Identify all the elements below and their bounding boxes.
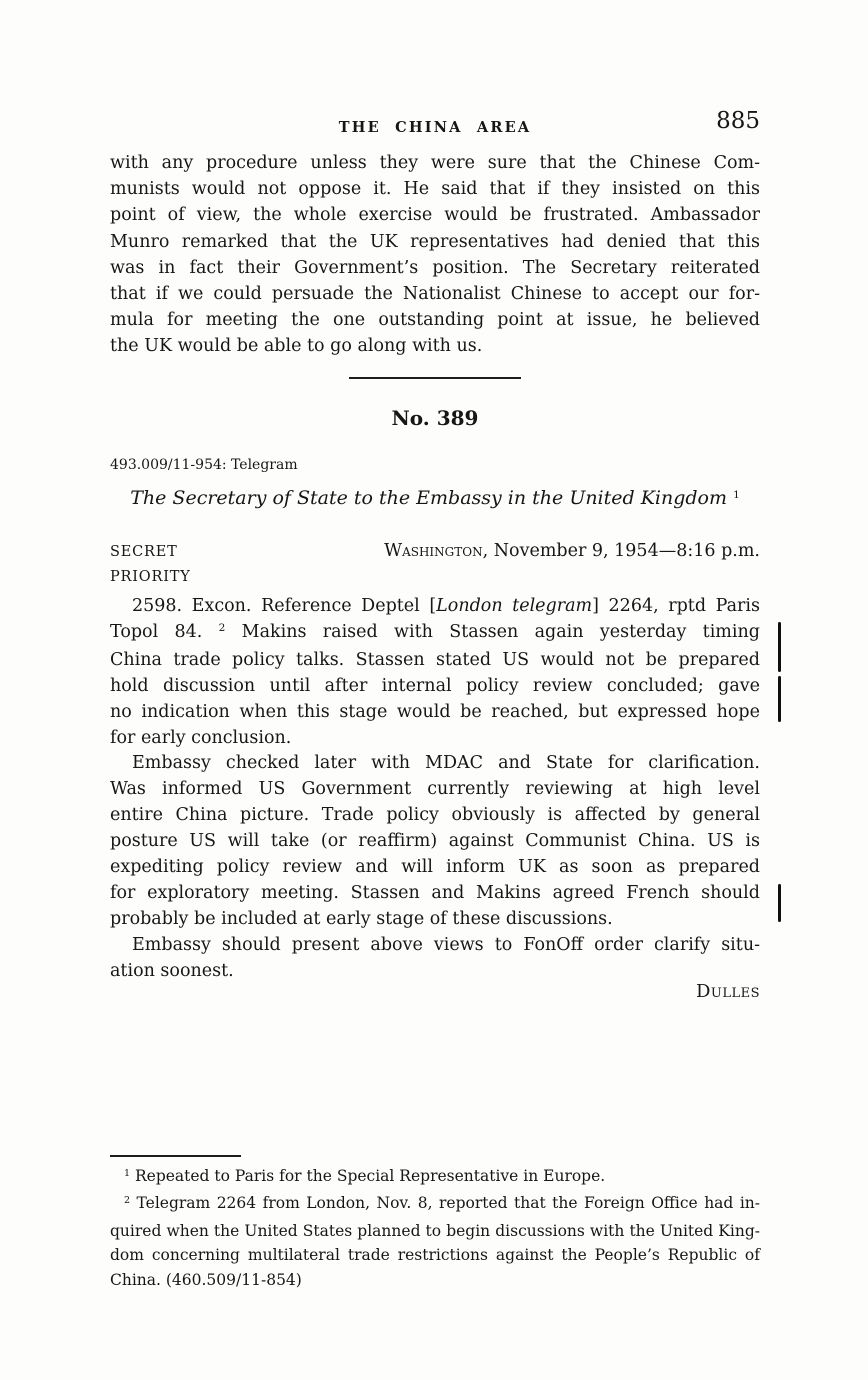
footnote-1: $^1$ Repeated to Paris for the Special Representative in Europe. xyxy=(124,1167,606,1185)
body-paragraph-3: Embassy should present above views to FonOff order clarify situ- ation soonest. xyxy=(110,934,760,981)
dateline-block xyxy=(110,541,760,585)
body-paragraph-2: Embassy checked later with MDAC and State for clarification. Was informed US Government currently reviewing at high level entire China picture. Trade policy obviously is affected by general posture US will take (or reaffirm) against Communist China. US is expediting policy review and will inform UK as soon as prepared for exploratory meeting. Stassen and Makins agreed French should probably be included at early stage of these discussions. xyxy=(110,753,760,929)
body-paragraph-1: 2598. Excon. Reference Deptel [London telegram] 2264, rptd Paris Topol 84. $^2$ Makins raised with Stassen again yesterday timing China trade policy talks. Stassen stated US would not be prepared hold discussion until after internal policy review concluded; gave no indication when this stage would be reached, but expressed hope for early conclusion. xyxy=(110,596,760,748)
section-divider-rule xyxy=(349,377,521,379)
dateline xyxy=(384,541,760,561)
document-number: No. 389 xyxy=(391,406,479,430)
running-head-title: THE CHINA AREA xyxy=(338,119,532,136)
page-number: 885 xyxy=(716,108,760,134)
precedence-label: PRIORITY xyxy=(110,569,191,585)
revision-mark-2 xyxy=(778,676,781,722)
source-reference: 493.009/11-954: Telegram xyxy=(110,457,298,473)
footnote-2: $^2$ Telegram 2264 from London, Nov. 8, reported that the Foreign Office had in- quired when the United States planned to begin discussions with the United King- dom concerning multilateral trade restrictions against the People’s Republic of China. (460.509/11-854) xyxy=(110,1194,760,1289)
document-body xyxy=(110,594,760,985)
classification-label: SECRET xyxy=(110,544,178,560)
signature: Dulles xyxy=(695,981,760,1002)
footnote-rule xyxy=(110,1155,241,1157)
document-title-text: The Secretary of State to the Embassy in the United Kingdom xyxy=(130,487,728,509)
title-footnote-ref: 1 xyxy=(733,489,740,501)
running-head xyxy=(110,108,760,146)
dateline-datetime: November 9, 1954—8:16 p.m. xyxy=(488,541,760,561)
document-title xyxy=(110,487,760,509)
dateline-place: Washington, xyxy=(384,541,489,561)
footnotes xyxy=(110,1164,760,1292)
continuation-paragraph: with any procedure unless they were sure that the Chinese Com- munists would not oppose it. He said that if they insisted on this point of view, the whole exercise would be frustrated. Ambassador Munro remarked that the UK representatives had denied that this was in fact their Government’s position. The Secretary reiterated that if we could persuade the Nationalist Chinese to accept our for- mula for meeting the one outstanding point at issue, he believed the UK would be able to go along with us. xyxy=(110,153,760,357)
revision-mark-3 xyxy=(778,884,781,922)
revision-mark-1 xyxy=(778,622,781,672)
